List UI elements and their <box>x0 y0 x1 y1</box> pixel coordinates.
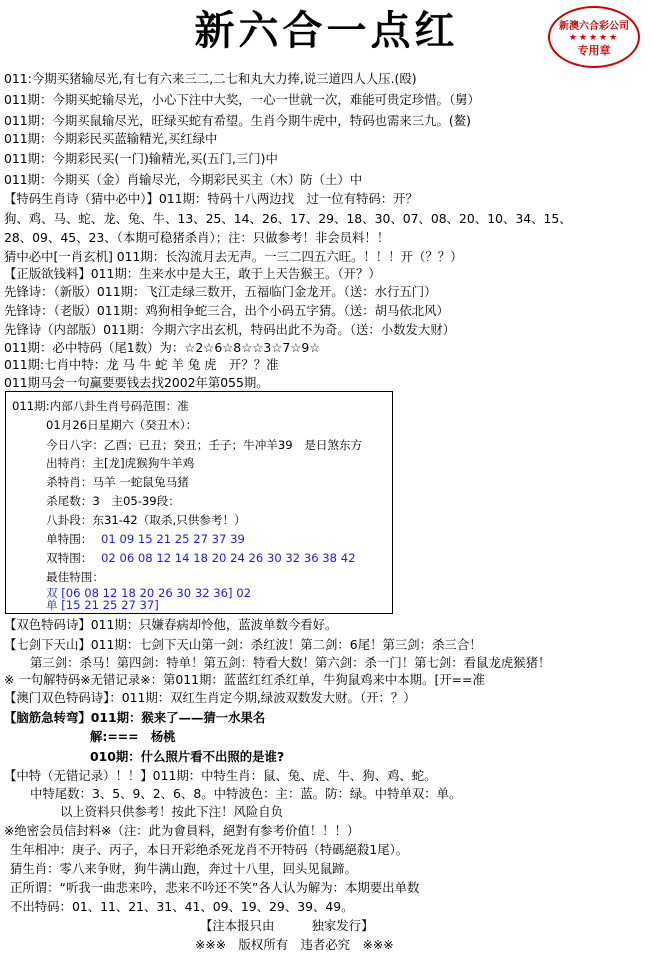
seal-company-name: 新澳六合彩公司 <box>559 21 629 32</box>
line-15: 011期：必中特码（尾1数）为：☆2☆6☆8☆☆3☆7☆9☆ <box>4 340 321 355</box>
page-title: 新六合一点红 <box>194 7 459 54</box>
seal-label: 专用章 <box>577 44 611 57</box>
seal-stars: ★★★★★ <box>568 33 620 43</box>
bagua-range-box <box>5 391 393 614</box>
line-16: 011期:七肖中特：龙 马 牛 蛇 羊 兔 虎 开？？准 <box>4 357 279 372</box>
line-03: 011期：今期买鼠输尽光，旺绿买蛇有希望。生肖今期牛虎中，特码也需来三九。(鳌) <box>4 113 471 128</box>
box-dan-best: 单 [15 21 25 27 37] <box>46 598 159 612</box>
lower-15: 正所谓：“听我一曲悲来吟，悲来不吟还不笑”各人认为解为：本期要出单数 <box>10 880 420 895</box>
box-chute: 出特肖：主[龙]虎猴狗牛羊鸡 <box>46 456 195 470</box>
line-05: 011期：今期彩民买(一门)输精光,买(五门,三门)中 <box>4 151 278 166</box>
lower-02: 【七剑下天山】011期：七剑下天山第一剑：杀红波！第二剑：6尾！第三剑：杀三合！ <box>4 637 482 652</box>
line-01: 011:今期买猪输尽光,有七有六来三二,二七和丸大力捧,说三道四人人压.(殴) <box>4 71 417 86</box>
box-dan-numbers: 01 09 15 21 25 27 37 39 <box>101 532 245 546</box>
lower-08: 010期：什么照片看不出照的是谁? <box>90 749 285 764</box>
lower-03: 第三剑：杀马！第四剑：特单！第五剑：特看大数！第六剑：杀一门！第七剑：看鼠龙虎猴猪！ <box>30 655 551 670</box>
box-shawei: 杀尾数：3 主05-39段： <box>46 494 180 508</box>
lower-10: 中特尾数：3、5、9、2、6、8。中特波色：主：蓝。防：绿。中特单双：单。 <box>30 786 462 801</box>
line-14: 先锋诗（内部版）011期：今期六字出玄机，特码出此不为奇。（送：小数发大财） <box>4 322 456 337</box>
lower-04: ※ 一句解特码※无错记录※：第011期：蓝蓝红红杀红单，牛狗鼠鸡来中本期。[开==准 <box>4 672 485 687</box>
box-shate: 杀特肖：马羊 一蛇鼠兔马猪 <box>46 475 189 489</box>
lower-14: 猜生肖：零八来争财，狗牛满山跑，奔过十八里，回头见鼠蹄。 <box>10 861 357 876</box>
lower-11: 以上资料只供参考！按此下注！风险自负 <box>60 804 284 819</box>
box-shuang-numbers: 02 06 08 12 14 18 20 24 26 30 32 36 38 42 <box>101 551 356 565</box>
lower-12: ※绝密会员信封料※（注：此为會員料，絕對有参考价值！！！） <box>4 823 360 838</box>
company-seal <box>548 6 640 68</box>
box-shuang-best: 双 [06 08 12 18 20 26 30 32 36] 02 <box>46 586 252 600</box>
line-10: 猜中必中[一肖玄机] 011期：长沟流月去无声。一三二四五六旺。！！！开（？？） <box>4 249 463 264</box>
box-bazi: 今日八字：乙酉；已丑；癸丑；壬子；牛冲羊39 是日煞东方 <box>46 438 363 452</box>
line-06: 011期：今期买（金）肖输尽光，今期彩民买主（木）防（土）中 <box>4 172 363 187</box>
lower-01: 【双色特码诗】011期：只嫌春病却怜他，蓝波单数今看好。 <box>4 617 338 632</box>
lower-18: ※※※ 版权所有 违者必究 ※※※ <box>195 937 394 952</box>
line-09: 28、09、45、23、（本期可稳猪杀肖）；注：只做参考！非会员料！！ <box>4 230 390 245</box>
lower-16: 不出特码：01、11、21、31、41、09、19、29、39、49。 <box>10 899 354 914</box>
box-dan-label: 单特围： <box>46 532 93 546</box>
box-date: 01月26日星期六（癸丑木）： <box>46 418 198 432</box>
lower-17: 【注本报只由 独家发行】 <box>200 918 374 933</box>
lower-06: 【脑筋急转弯】011期：猴来了——猜一水果名 <box>4 710 266 725</box>
box-shuang-label: 双特围： <box>46 551 93 565</box>
line-07: 【特码生肖诗（猜中必中）】011期：特码十八两边找 过一位有特码：开？ <box>4 191 418 206</box>
lower-07: 解:=== 杨桃 <box>90 729 176 744</box>
line-11: 【正版欲钱料】011期：生来水中是大王，敢于上天告猴王。（开？） <box>4 266 381 281</box>
line-17: 011期马会一句赢要要钱去找2002年第055期。 <box>4 375 269 390</box>
lower-13: 生年相冲：庚子、丙子，本日开彩绝杀死龙肖不开特码（特碼絕殺1尾）。 <box>10 842 409 857</box>
line-08: 狗、鸡、马、蛇、龙、兔、牛、13、25、14、26、17、29、18、30、07、08、20、10、34、15、 <box>4 211 572 226</box>
box-title: 011期:内部八卦生肖号码范围：准 <box>12 399 189 413</box>
lower-05: 【澳门双色特码诗】：011期：双红生肖定今期,绿波双数发大财。（开：？） <box>4 690 416 705</box>
line-04: 011期：今期彩民买蓝输精光,买红绿中 <box>4 131 218 146</box>
lower-09: 【中特（无错记录）！！】011期：中特生肖：鼠、兔、虎、牛、狗、鸡、蛇。 <box>4 768 437 783</box>
line-02: 011期：今期买蛇输尽光，小心下注中大奖，一心一世就一次，难能可贵定珍惜。（舅） <box>4 92 480 107</box>
line-13: 先锋诗：（老版）011期：鸡狗相争蛇三合，出个小码五字猜。（送：胡马依北风） <box>4 303 449 318</box>
line-12: 先锋诗：（新版）011期：飞江走绿三数开，五福临门金龙开。（送：水行五门） <box>4 284 437 299</box>
box-bagua: 八卦段：东31-42（取杀,只供参考！） <box>46 513 246 527</box>
box-best-label: 最佳特围： <box>46 570 104 584</box>
